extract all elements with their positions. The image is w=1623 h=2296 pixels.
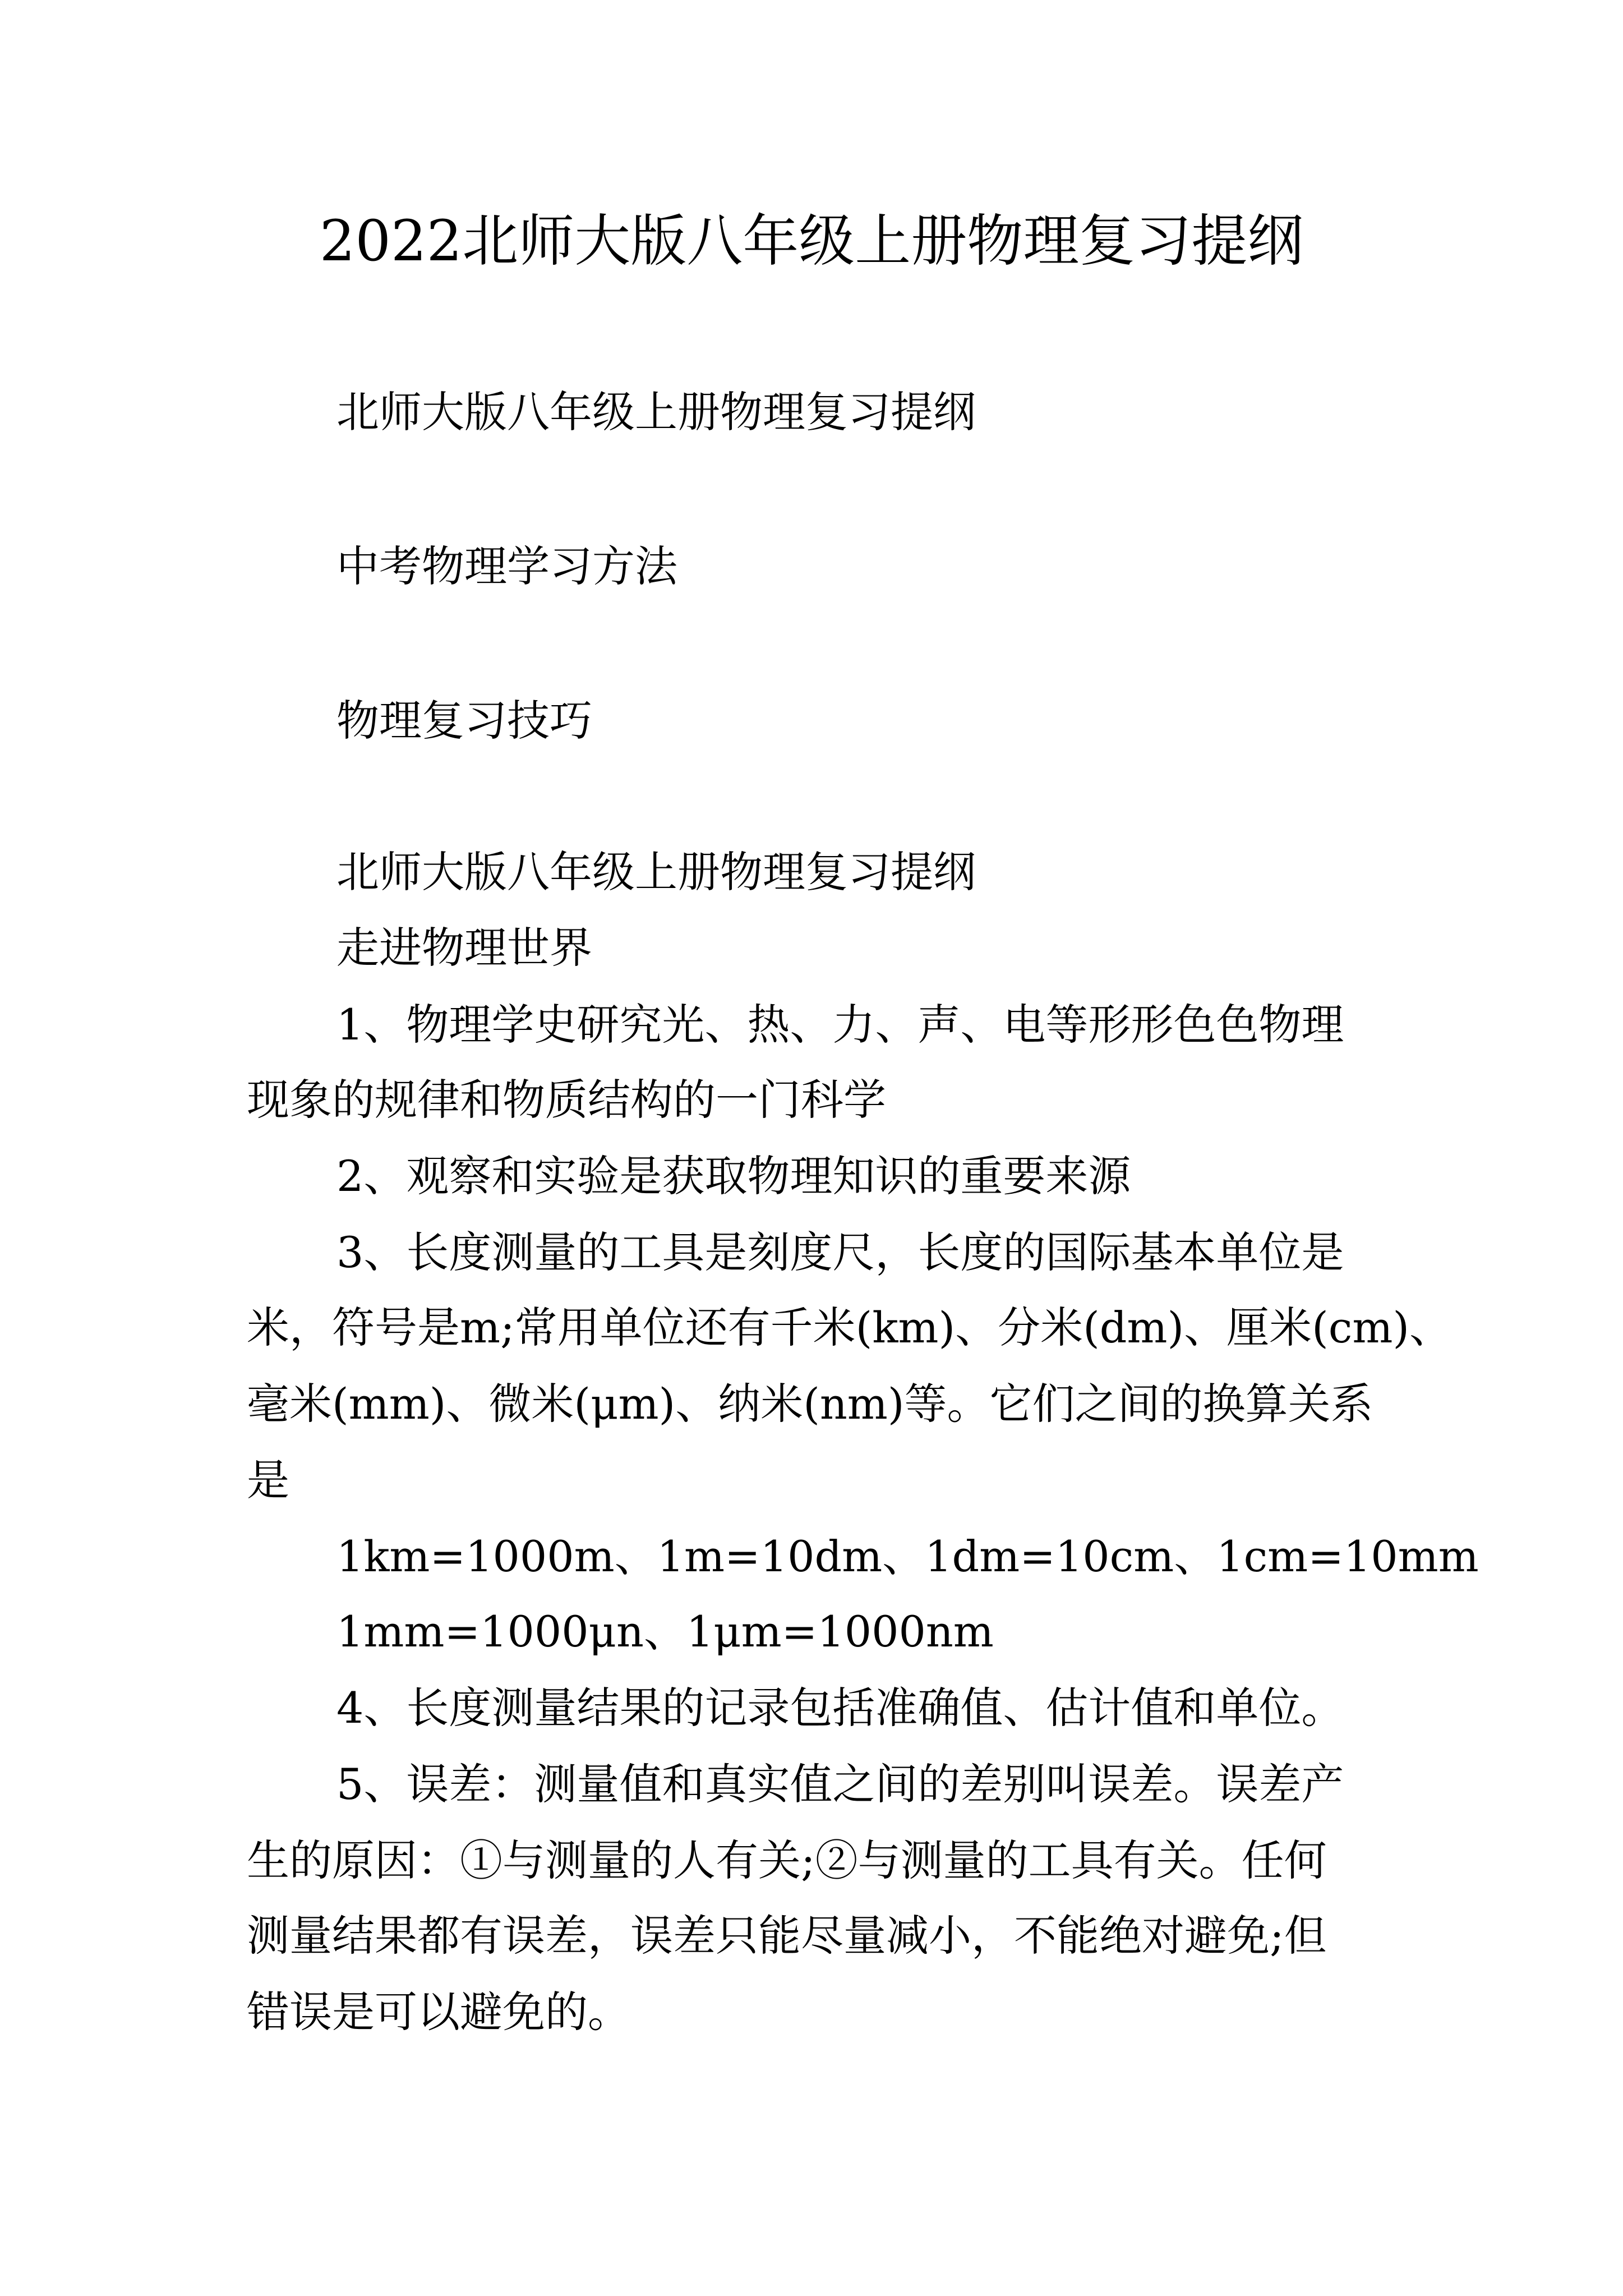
item-5-line-3: 测量结果都有误差，误差只能尽量减小，不能绝对避免;但 — [247, 1911, 1327, 1961]
item-4: 4、长度测量结果的记录包括准确值、估计值和单位。 — [336, 1683, 1344, 1733]
intro-line-3: 物理复习技巧 — [336, 696, 592, 746]
conversion-line-2: 1mm=1000μn、1μm=1000nm — [336, 1607, 994, 1657]
section-heading: 北师大版八年级上册物理复习提纲 — [336, 847, 976, 897]
item-5-line-2: 生的原因：①与测量的人有关;②与测量的工具有关。任何 — [247, 1835, 1327, 1885]
item-3-line-2: 米，符号是m;常用单位还有千米(km)、分米(dm)、厘米(cm)、 — [247, 1303, 1453, 1352]
conversion-line-1: 1km=1000m、1m=10dm、1dm=10cm、1cm=10mm — [336, 1531, 1479, 1581]
item-5-line-4: 错误是可以避免的。 — [247, 1987, 630, 2037]
intro-line-2: 中考物理学习方法 — [336, 541, 677, 591]
intro-line-1: 北师大版八年级上册物理复习提纲 — [336, 387, 976, 437]
document-title: 2022北师大版八年级上册物理复习提纲 — [319, 208, 1304, 274]
item-3-line-3: 毫米(mm)、微米(μm)、纳米(nm)等。它们之间的换算关系 — [247, 1379, 1373, 1429]
item-1-line-1: 1、物理学史研究光、热、力、声、电等形形色色物理 — [336, 1000, 1344, 1050]
item-3-line-1: 3、长度测量的工具是刻度尺，长度的国际基本单位是 — [336, 1227, 1344, 1277]
item-3-line-4: 是 — [247, 1455, 289, 1505]
item-2: 2、观察和实验是获取物理知识的重要来源 — [336, 1151, 1131, 1201]
item-5-line-1: 5、误差：测量值和真实值之间的差别叫误差。误差产 — [336, 1759, 1344, 1809]
section-subheading: 走进物理世界 — [336, 923, 592, 973]
item-1-line-2: 现象的规律和物质结构的一门科学 — [247, 1075, 886, 1125]
